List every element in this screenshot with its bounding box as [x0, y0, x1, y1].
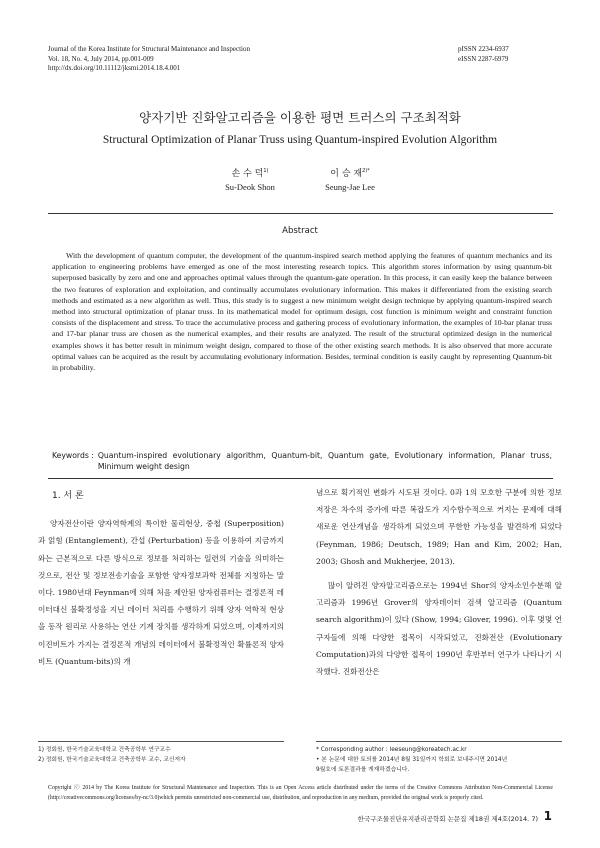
- intro-paragraph-1-cont: 념으로 획기적인 변화가 시도된 것이다. 0과 1의 모호한 구분에 의한 정보 저장은 차수의 증가에 따른 복잡도가 지수함수적으로 커지는 문제에 대해 새로운 연산개념을 생각하게 되었으며 무한한 가능성을 발견하게 되었다 (Feynman, 1986; Deutsch, 1989; Han and Kim, 2002; Han, 2003; Ghosh and Mukherjee, 2013).: [316, 488, 562, 566]
- footnote: 1) 정회원, 한국기술교육대학교 건축공학부 연구교수: [38, 747, 171, 753]
- keywords: [52, 450, 552, 472]
- footnote: 9월호에 토론결과를 게재하겠습니다.: [316, 767, 410, 773]
- section-heading: 1. 서 론: [52, 491, 84, 501]
- footnotes-left: [38, 745, 284, 765]
- author-2: [300, 166, 400, 192]
- keywords-text: Quantum-inspired evolutionary algorithm, Quantum-bit, Quantum gate, Evolutionary information, Planar truss, Minimum weight design: [97, 451, 552, 471]
- journal-header: [48, 45, 368, 74]
- footer-journal: 한국구조물진단유지관리공학회 논문집 제18권 제4호(2014. 7): [357, 815, 538, 823]
- eissn: eISSN 2287-6979: [458, 54, 509, 63]
- left-column: [38, 488, 284, 670]
- abstract-heading: Abstract: [282, 226, 318, 236]
- title-korean: 양자기반 진화알고리즘을 이용한 평면 트러스의 구조최적화: [139, 110, 461, 125]
- title-english: Structural Optimization of Planar Truss using Quantum-inspired Evolution Algorithm: [102, 134, 498, 146]
- journal-doi: http://dx.doi.org/10.11112/jksmi.2014.18.4.001: [48, 64, 181, 72]
- right-column: [316, 484, 562, 680]
- author-1-name-ko: 손 수 덕: [231, 169, 264, 179]
- author-1-name-en: Su-Deok Shon: [225, 182, 275, 192]
- keywords-label: Keywords :: [52, 451, 94, 460]
- author-2-sup: 2)*: [362, 168, 370, 174]
- author-1-sup: 1): [263, 168, 269, 174]
- footnote: * Corresponding author : leeseung@koreatech.ac.kr: [316, 747, 467, 753]
- pissn: pISSN 2234-6937: [458, 45, 509, 53]
- abstract-bottom-rule: [48, 478, 553, 479]
- journal-name: Journal of the Korea Institute for Structural Maintenance and Inspection: [48, 45, 250, 53]
- abstract-body: With the development of quantum computer, the development of the quantum-inspired search method applying the features of quantum mechanics and its application to engineering problems have emerged as one of the most interesting research topics. This algorithm stores information by using quantum-bit superposed basically by zero and one and approaches optimal values through the quantum-gate operation. In this process, it can easily keep the balance between the two features of exploration and exploitation, and continually accumulates evolutionary information. This makes it differentiated from the existing search methods and estimated as a new algorithm as well. Thus, this study is to suggest a new minimum weight design technique by applying quantum-inspired search method into structural optimization of planar truss. In its mathematical model for optimum design, cost function is minimum weight and constraint function consists of the displacement and stress. To trace the accumulative process and gathering process of evolutionary information, the examples of 10-bar planar truss and 17-bar planar truss are chosen as the numerical examples, and their results are analyzed. The result of the structural optimized design in the numerical examples shows it has better result in minimum weight design, compared to those of the other existing search methods. It is also observed that more accurate optimal values can be acquired as the result by accumulating evolutionary information. Besides, terminal condition is easily caught by representing Quantum-bit in probability.: [52, 251, 552, 373]
- copyright-notice: Copyright ⓒ 2014 by The Korea Institute for Structural Maintenance and Inspection. This is an Open Access article distributed under the terms of the Creative Commons Attribution Non-Commercial License (http://creativecommons.org/licenses/by-nc/3.0)which permits unrestricted non-commercial use, distribution, and reproduction in any medium, provided the original work is properly cited.: [48, 785, 553, 801]
- page-number: 1: [543, 809, 552, 823]
- footnote-rule-left: [38, 741, 284, 742]
- issn-block: [458, 45, 538, 64]
- author-1: [210, 166, 290, 192]
- footnote: 2) 정회원, 한국기술교육대학교 건축공학부 교수, 교신저자: [38, 757, 186, 763]
- footnote: • 본 논문에 대한 토의를 2014년 8월 31일까지 학회로 보내주시면 2014년: [316, 757, 508, 763]
- author-2-name-ko: 이 승 재: [330, 169, 363, 179]
- footnote-rule-right: [316, 741, 562, 742]
- footnotes-right: [316, 745, 562, 775]
- journal-volume: Vol. 18, No. 4, July 2014, pp.001-009: [48, 54, 154, 63]
- abstract-top-rule: [48, 213, 553, 214]
- author-list: [210, 166, 410, 196]
- intro-paragraph-2: 많이 알려진 양자알고리즘으로는 1994년 Shor의 양자소인수분해 알고리즘과 1996년 Grover의 양자데이터 검색 알고리즘 (Quantum search algorithm)이 있다 (Show, 1994; Glover, 1996). 이후 몇몇 연구자들에 의해 다양한 접목이 시작되었고, 진화전산 (Evolutionary Computation)과의 다양한 접목이 1990년 후반부터 연구가 나타나기 시작했다. 진화전산은: [316, 581, 562, 677]
- intro-paragraph-1: 양자전산이란 양자역학계의 특이한 물리현상, 중첩 (Superposition)과 얽힘 (Entanglement), 간섭 (Perturbation) 등을 이용하여 지금까지와는 근본적으로 다른 방식으로 정보를 처리하는 일련의 기술을 의미하는 것으로, 전산 및 정보전송기술을 포함한 양자정보과학 전체를 지칭하는 말이다. 1980년대 Feynman에 의해 처음 제안된 양자컴퓨터는 결정론적 데이터대신 불확정성을 지닌 데이터 처리를 수행하기 위해 양자 역학적 현상을 동작 원리로 사용하는 연산 기계 장치를 생각하게 되었으며, 이제까지의 이진비트가 가지는 결정론적 개념의 데이터에서 불확정적인 확률론적 양자비트 (Quantum-bits)의 개: [38, 519, 284, 666]
- author-2-name-en: Seung-Jae Lee: [325, 182, 375, 192]
